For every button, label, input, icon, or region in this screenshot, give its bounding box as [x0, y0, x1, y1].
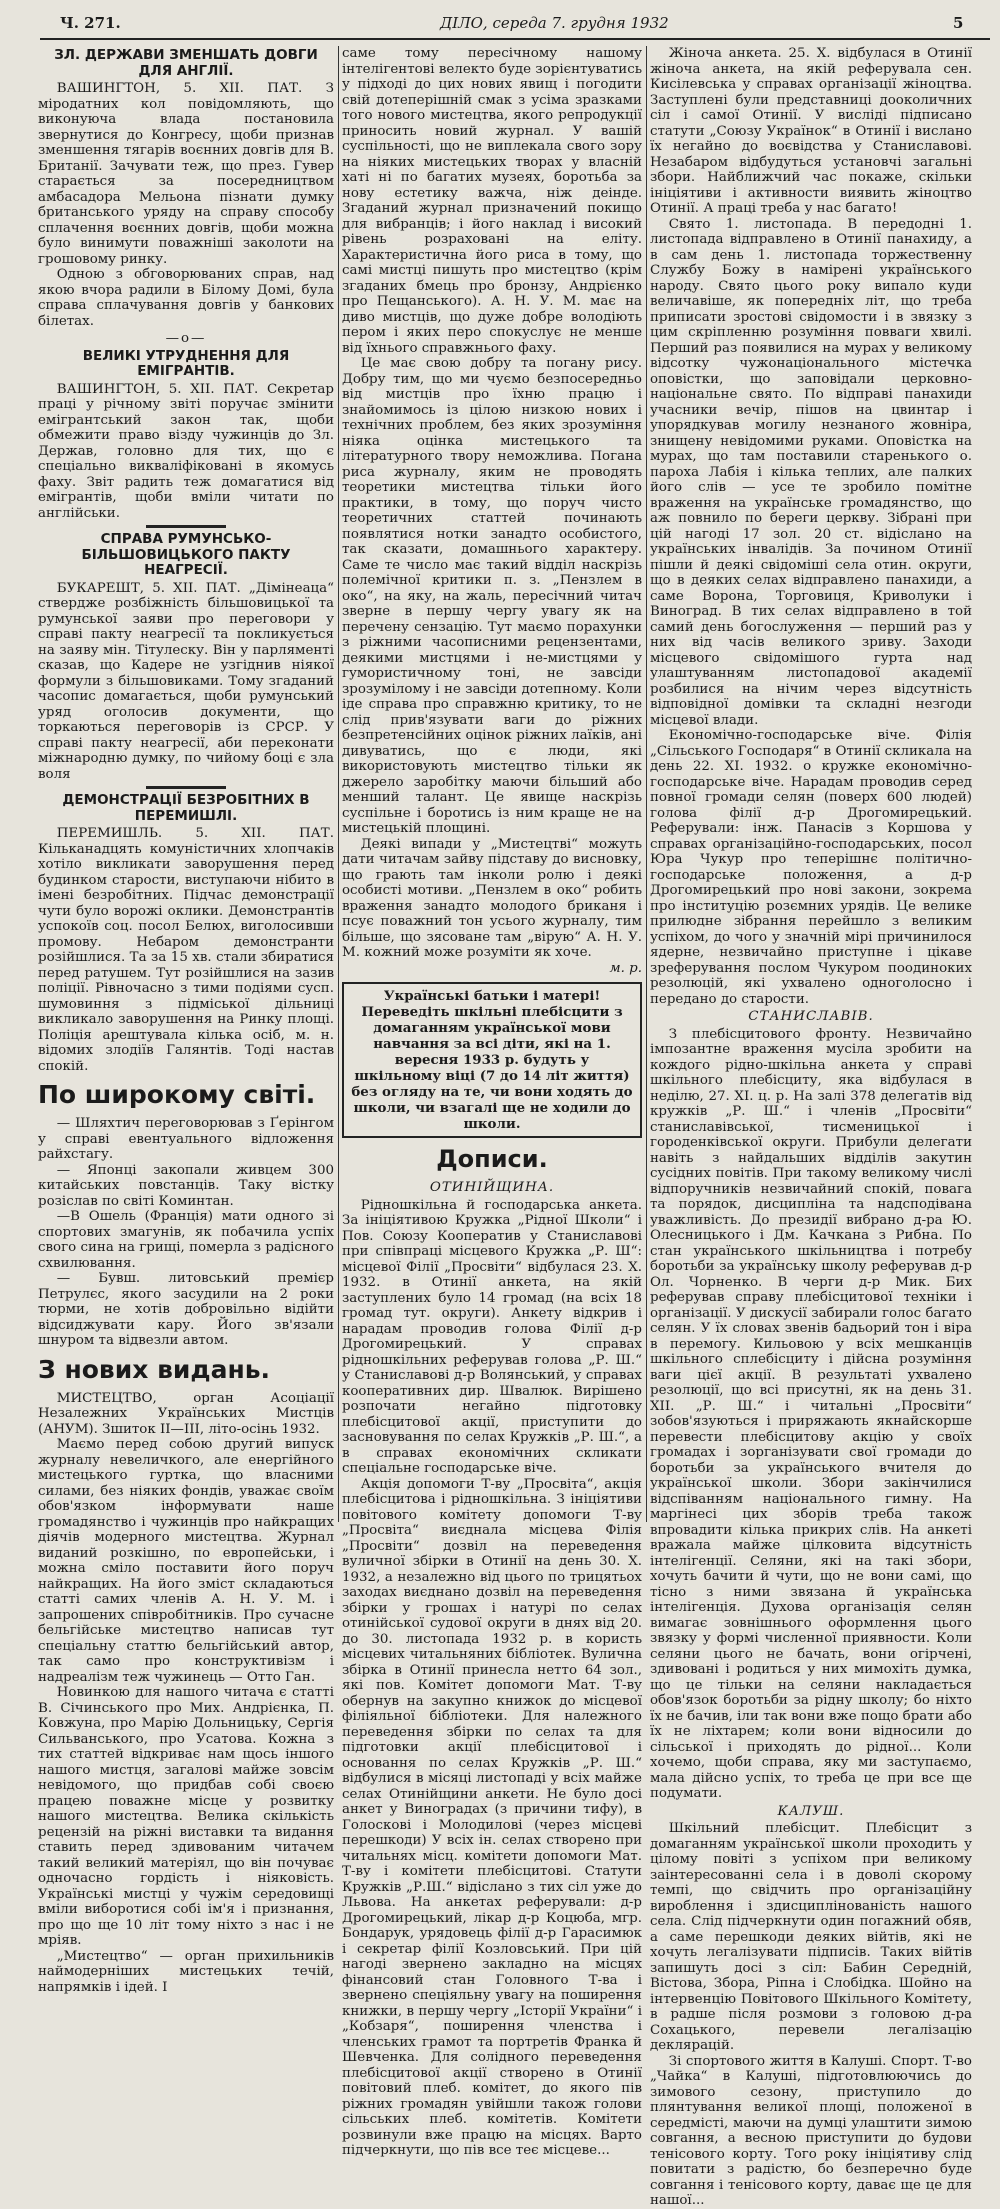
appeal-box: Українські батьки і матері! Переведіть шкільні плебісцити з домаганням української мови навчання за всі діти, які на 1. вересня 1933 р. будуть у шкільному віці (7 до 14 літ життя) без огляду на те, чи вони ходять до школи, чи взагалі ще не ходили до школи.: [342, 982, 642, 1138]
article-paragraph: Рідношкільна й господарська анкета. За ініціятивою Кружка „Рідної Школи“ і Пов. Союзу Кооператив у Станиславові при співпраці місцевого Кружка „Р. Ш“: місцевої Філії „Просвіти“ відбулася 23. X. 1932. в Отинії анкета, на якій заступлених було 14 громад (на всіх 18 громад тут. округи). Анкету відкрив і нарадам проводив голова Філії д-р Дрогомирецький. У справах рідношкільних реферував голова „Р. Ш.“ у Станиславові д-р Волянський, у справах кооперативних дир. Швалюк. Вирішено розпочати негайно підготовку плебісцитової акції, приступити до засновування по селах Кружків „Р. Ш.“, а в справах економічних скликати спеціальне господарське віче.: [342, 1197, 642, 1476]
dateline: КАЛУШ.: [777, 1803, 845, 1819]
author-signature: м. р.: [609, 960, 642, 976]
article-paragraph: Маємо перед собою другий випуск журналу невеличкого, але енергійного мистецького гуртка, що власними силами, без ніяких фондів, уважає своїм обов'язком інформувати наше громадянство і чужинців про найкращих діячів модерного мистецтва. Журнал виданий розкішно, по европейськи, і можна сміло поставити його поруч найкращих. На його зміст складаються статті самих членів А. Н. У. М. і запрошених співробітників. Про сучасне бельгійське мистецтво написав тут спеціальну статтю бельгійський автор, так само про конструктивізм і надреалізм теж чужинець — Отто Ган.: [38, 1437, 334, 1685]
article-headline: ДЕМОНСТРАЦІЇ БЕЗРОБІТНИХ В ПЕРЕМИШЛІ.: [62, 792, 310, 824]
article-paragraph: МИСТЕЦТВО, орган Асоціації Незалежних Українських Мистців (АНУМ). Зшиток II—III, літо-осінь 1932.: [38, 1390, 334, 1437]
divider: [146, 525, 226, 528]
article-paragraph: Новинкою для нашого читача є статті В. Січинського про Мих. Андрієнка, П. Ковжуна, про Марію Дольницьку, Сергія Сильванського, про Усатова. Кожна з тих статтей відкриває нам щось іншого нашого мистця, загалові майже зовсім невідомого, що придбав собі своєю працею поважне місце у розвитку нашого мистецтва. Велика скількість рецензій на ріжні виставки та видання ставить перед здивованим читачем такий великий матеріял, що він почуває одночасно гордість і ніяковість. Українські мистці у чужім середовищі вміли виборотися собі ім'я і признання, про що ще 10 літ тому ніхто з нас і не мріяв.: [38, 1685, 334, 1948]
column-divider: [338, 46, 339, 1522]
article-headline: СПРАВА РУМУНСЬКО-БІЛЬШОВИЦЬКОГО ПАКТУ НЕАГРЕСІЇ.: [81, 531, 291, 578]
article-paragraph: ВАШИНГТОН, 5. XII. ПАТ. З міродатних кол повідомляють, що виконуюча влада постановила звернутися до Конгресу, щоби признав зменшення тягарів воєнних довгів для В. Британії. Зачувати теж, що през. Гувер старається за посередництвом амбасадора Мельона пізнати думку британського уряду на справу способу сплачення воєнних довгів, щоби можна було винимути поважніші заколоти на грошовому ринку.: [38, 81, 334, 267]
section-title: Дописи.: [436, 1145, 548, 1173]
column-divider: [646, 46, 647, 1522]
column-1: [38, 46, 334, 1995]
article-paragraph: Акція допомоги Т-ву „Просвіта“, акція плебісцитова і рідношкільна. З ініціятиви повітового комітету допомоги Т-ву „Просвіта“ виєднала місцева Філія „Просвіти“ дозвіл на переведення вуличної збірки в Отинії на день 30. X. 1932, а незалежно від цього по трицятьох заходах виєднано дозвіл на переведення збірки у грошах і натурі по селах отинійської судової округи в днях від 20. до 30. листопада 1932 р. в користь місцевих читальняних бібліотек. Вулична збірка в Отинії принесла нетто 64 зол., які пов. Комітет допомоги Мат. Т-ву обернув на закупно книжок до місцевої філіяльної бібліотеки. Для належного переведення збірки по селах та для підготовки акції плебісцитової і основання по селах Кружків „Р. Ш.“ відбулися в місяці листопаді у всіх майже селах Отинійщини анкети. Не було досі анкет у Виноградах (з причини тифу), в Голоскові і Молодилові (через місцеві перешкоди) У всіх ін. селах створено при читальнях місц. комітети допомоги Мат. Т-ву і комітети плебісцитові. Статути Кружків „Р.Ш.“ відіслано з тих сіл уже до Львова. На анкетах реферували: д-р Дрогомирецький, лікар д-р Коцюба, мгр. Бондарук, урядовець філії д-р Гарасимюк і секретар філії Козловський. При цій нагоді звернено закладно на місцях фінансовий стан Головного Т-ва і звернено спеціяльну увагу на поширення книжки, в першу чергу „Історії України“ і „Кобзаря“, поширення членства і членських грамот та портретів Франка й Шевченка. Для солідного переведення плебісцитової акції створено в Отинії повітовий плеб. комітет, до якого пів ріжних громадян увійшли також голови сільських плеб. комітетів. Комітети розвинули вже працю на місцях. Варто підчеркнути, що пів все теє місцеве...: [342, 1476, 642, 2158]
news-item: — Японці закопали живцем 300 китайських повстанців. Таку вістку розіслав по світі Коминтан.: [38, 1162, 334, 1209]
article-paragraph: БУКАРЕШТ, 5. XII. ПАТ. „Дімінеаца“ ствердже розбіжність більшовицької та румунської заяви про переговори у справі пакту неагресії та покликується на заяву мін. Тітулеску. Він у парляменті сказав, що Кадере не узгіднив ніякої формули з більшовиками. Тому згаданий часопис домагається, щоби румунський уряд оголосив документи, що торкаються переговорів із СРСР. У справі пакту неагресії, аби переконати міжнародню думку, по чийому боці є зла воля: [38, 580, 334, 782]
article-paragraph: ВАШИНГТОН, 5. XII. ПАТ. Секретар праці у річному звіті поручає змінити емігрантський закон так, щоби обмежити право візду чужинців до Зл. Держав, головно для тих, що є спеціально викваліфіковані в якомусь фаху. Звіт радить теж домагатися від емігрантів, щоби вміли читати по англійськи.: [38, 381, 334, 521]
header-rule: [40, 38, 990, 40]
dateline: ОТИНІЙЩИНА.: [429, 1180, 555, 1195]
column-3: [650, 46, 972, 2208]
article-paragraph: Зі спортового життя в Калуші. Спорт. Т-во „Чайка“ в Калуші, підготовлюючись до зимового сезону, приступило до плянтування великої площі, положеної в середмісті, маючи на думці улаштити зимою совгання, а весною приступити до будови тенісового корту. Того року ініціятиву слід повитати з радістю, бо безперечно буде совгання і тенісового корту, даває ще це для нашої...: [650, 2053, 972, 2208]
section-title: По широкому світі.: [38, 1080, 316, 1109]
dateline: СТАНИСЛАВІВ.: [748, 1009, 874, 1024]
section-title: З нових видань.: [38, 1354, 271, 1384]
article-paragraph: ПЕРЕМИШЛЬ. 5. XII. ПАТ. Кільканадцять комуністичних хлопчаків хотіло викликати заворушення перед будинком старости, виступаючи нібито в імені безробітних. Підчас демонстрації чути було ворожі оклики. Демонстрантів успокоїв соц. посол Белюх, виголосивши промову. Небаром демонстранти розійшлися. Та за 15 хв. стали збиратися перед ратушем. Тут розійшлися на зазив поліції. Рівночасно з тими подіями сусп. шумовиння з підміської дільниці викликало заворушення на Ринку площі. Поліція арештувала кілька осіб, м. н. відомих злодіїв Галянтів. Тоді настав спокій.: [38, 826, 334, 1074]
article-paragraph: Це має свою добру та погану рису. Добру тим, що ми чуємо безпосередньо від мистців про їхню працю і знайомимось із цілою низкою нових і технічних проблем, без яких зрозуміння ніяка оцінка мистецького та літературного твору неможлива. Погана риса журналу, яким не проводять теоретики мистецтва тільки його практики, в тому, що поруч чисто теоретичних статтей починають появлятися нотки занадто особистого, так сказати, домашнього характеру. Саме те число має такий відділ наскрізь полемічної критики п. з. „Пензлем в око“, на яку, на жаль, пересічний читач зверне в першу чергу увагу як на перечену сензацію. Тут маємо порахунки з ріжними часописними рецензентами, деякими мистцями і не-мистцями у гумористичному тоні, не завсіди зрозумілому і не завсіди дотепному. Коли іде справа про справжню критику, то не слід прив'язувати ваги до ріжних безпретенсійних оцінок ріжних лаїків, ані дивуватись, що є люди, які використовують мистецтво тільки як джерело заробітку маючи більший або менший талант. Це явище наскрізь суспільне і боротись із ним краще не на мистецькій площині.: [342, 356, 642, 836]
article-headline: ЗЛ. ДЕРЖАВИ ЗМЕНШАТЬ ДОВГИ ДЛЯ АНГЛІЇ.: [54, 47, 318, 79]
news-item: — Бувш. литовський премієр Петрулєс, якого засудили на 2 роки тюрми, не хотів добровільно відійти відсиджувати кару. Його зв'язали шнуром та відвезли автом.: [38, 1271, 334, 1348]
page-header: [0, 0, 1000, 42]
separator: —о—: [165, 331, 207, 346]
article-paragraph: Свято 1. листопада. В передодні 1. листопада відправлено в Отинії панахиду, а в сам день 1. листопада торжественну Службу Божу в намірені українського народу. Свято цього року випало куди величавіше, як попередніх літ, що треба приписати зростові свідомости і в звязку з цим скріпленню розуміння повваги хвилі. Перший раз появилися на мурах у великому відсотку чужонаціонального містечка оповістки, що заповідали церковно-національне свято. По відправі панахиди учасники вечір, пішов на цвинтар і упорядкував могилу незнаного жовніра, знищену невідомими руками. Оповістка на мурах, що там поставили старенького о. пароха Лабія і кілька теплих, але палких його слів — усе те зробило помітне враження на українське громадянство, що аж повнило по береги церкву. Зібрані при цій нагоді 17 зол. 20 ст. відіслано на українських інвалідів. За почином Отинії пішли й деякі свідоміші села отин. округи, що в деяких селах відправлено панахиди, а саме Ворона, Торговиця, Криволуки і Виноград. В тих селах відправлено в той самий день богослуження — перший раз у них від часів великого зриву. Заходи місцевого свідомішого гурта над улаштуванням листопадової академії розбилися на нічим через відсутність відповідної домівки та складні незгоди місцевої влади.: [650, 216, 972, 728]
masthead-date: ДІЛО, середа 7. грудня 1932: [440, 14, 669, 32]
article-paragraph: „Мистецтво“ — орган прихильників наймодерніших мистецьких течій, напрямків і ідей. І: [38, 1948, 334, 1995]
news-item: — Шляхтич переговорював з Ґерінгом у справі евентуального відложення райхстагу.: [38, 1116, 334, 1162]
article-paragraph: Жіноча анкета. 25. X. відбулася в Отинії жіноча анкета, на якій реферувала сен. Кисілевська у справах організації жіноцтва. Заступлені були представниці дооколичних сіл і самої Отинії. У висліді підписано статути „Союзу Українок“ в Отинії і вислано їх негайно до воєвідства у Станиславові. Незабаром відбудуться установчі загальні збори. Найближчий час покаже, скільки ініціятиви і активности виявить жіноцтво Отинії. А праці треба у нас багато!: [650, 46, 972, 216]
article-paragraph: Деякі випади у „Мистецтві“ можуть дати читачам зайву підставу до висновку, що грають там інколи ролю і деякі особисті мотиви. „Пензлем в око“ робить враження занадто молодого бриканя і псує поважний тон усього журналу, тим більше, що зясоване там „вірую“ А. Н. У. М. кожний може розуміти як хоче.: [342, 836, 642, 960]
article-paragraph: саме тому пересічному нашому інтелігентові велекто буде зорієнтуватись у підході до цих нових явищ і погодити свій дотеперішній смак з усіма зразками того нового мистецтва, якого репродукції приносить новий журнал. У вашій суспільності, що не виплекала свого зору на ніяких мистецьких творах у власній хаті ні по багатих музеях, боротьба за нову естетику важча, ніж деінде. Згаданий журнал призначений покищо для вибранців; і його наклад і високий рівень розраховані на еліту. Характеристична його риса в тому, що самі мистці пишуть про мистецтво (крім згаданих бмець про бронзу, Андрієнко про Пещанського). А. Н. У. М. має на диво мистців, що дуже добре володіють пером і яких перо спокуслує не менше від їхнього справжнього фаху.: [342, 46, 642, 356]
article-paragraph: Одною з обговорюваних справ, над якою вчора радили в Білому Домі, була справа сплачування довгів у банкових білетах.: [38, 267, 334, 329]
article-headline: ВЕЛИКІ УТРУДНЕННЯ ДЛЯ ЕМІГРАНТІВ.: [82, 347, 290, 379]
news-item: —В Ошель (Франція) мати одного зі спортових змагунів, як побачила успіх свого сина на грищі, померла з радісного схвилювання.: [38, 1209, 334, 1271]
column-2: [342, 46, 642, 2158]
issue-number: Ч. 271.: [60, 14, 121, 32]
article-paragraph: З плебісцитового фронту. Незвичайно імпозантне враження мусіла зробити на кождого рідно-шкільна анкета у справі шкільного плебісциту, яка відбулася в неділю, 27. XI. ц. р. На залі 378 делегатів від кружків „Р. Ш.“ і членів „Просвіти“ станиславівської, тисменицької і городенківської округи. Прибули делегати навіть з найдальших відділів закутин сусідних повітів. При такому великому числі відпоручників незвичайний спокій, повага та порядок, дисципліна та надсподівана уважливість. До президії вибрано д-ра Ю. Олесницького і Дм. Качкана з Рибна. По стан українського шкільництва і потребу боротьби за українську школу реферував д-р Ол. Чорненко. В черги д-р Мик. Бих реферував справу плебісцитової техніки і організації. У дискусії забирали голос багато селян. У їх словах звенів бадьорий тон і віра в перемогу. Кильовою у всіх мешканців шкільного сплебісциту і дійсна розуміння ваги цієї акції. В результаті ухвалено резолюції, що всі присутні, як на день 31. XII. „Р. Ш.“ і читальні „Просвіти“ зобов'язуються і приряжають якнайскорше перевести плебісцитову акцію у своїх громадах і зорганізувати свої громади до боротьби за українського вчителя до української школи. Збори закінчилися відспіванням національного гимну. На маргінесі цих зборів треба також впровадити кілька прикрих слів. На анкеті вражала майже цілковита відсутність інтелігенції. Селяни, які на такі збори, хочуть бачити й чути, що не вони самі, що тісно з ними звязана й українська інтелігенція. Духова організація селян вимагає зовнішнього оформлення цього звязку у формі численної приявности. Коли селяни цього не бачать, вони огірчені, здивовані і родиться у них мимохіть думка, що це тільки на селяни накладається обов'язок боротьби за рідну школу; бо ніхто їх не бачив, іли так вони вже пощо брати або їх не ліхтарем; коли вони відносили до сільської і приходять до рідної... Коли хочемо, щоби справа, яку ми заступаємо, мала дійсно успіх, то треба це при все ще подумати.: [650, 1026, 972, 1801]
article-paragraph: Шкільний плебісцит. Плебісцит з домаганням української школи проходить у цілому повіті з успіхом при великому заінтересованні села і в доволі скорому темпі, що свідчить про організаційну вироблення і здисциплінованість нашого села. Слід підчеркнути один погажний обяв, а саме перешкоди деяких війтів, які не хочуть легалізувати підписів. Таких війтів запишуть досі з сіл: Бабин Середній, Вістова, Збора, Ріпна і Слобідка. Шойно на інтервенцію Повітового Шкільного Комітету, в радше після розмови з головою д-ра Сохацького, перевели легалізацію деклярацій.: [650, 1821, 972, 2053]
divider: [146, 786, 226, 789]
article-paragraph: Економічно-господарське віче. Філія „Сільського Господаря“ в Отинії скликала на день 22. XI. 1932. о кружке економічно-господарське віче. Нарадам проводив серед повної громади селян (поверх 600 людей) голова філії д-р Дрогомирецький. Реферували: інж. Панасів з Коршова у справах організаційно-господарських, посол Юра Чукур про теперішнє політично-господарське положення, а д-р Дрогомирецький про нові закони, зокрема про інституцію розємних урядів. Це велике прилюдне зібрання перейшло з великим успіхом, до чого у значній мірі причинилося ядерне, незвичайно приступне і цікаве зреферування послом Чукуром поодиноких резолюцій, які ухвалено одноголосно і передано до старости.: [650, 728, 972, 1007]
page-number: 5: [953, 14, 964, 32]
